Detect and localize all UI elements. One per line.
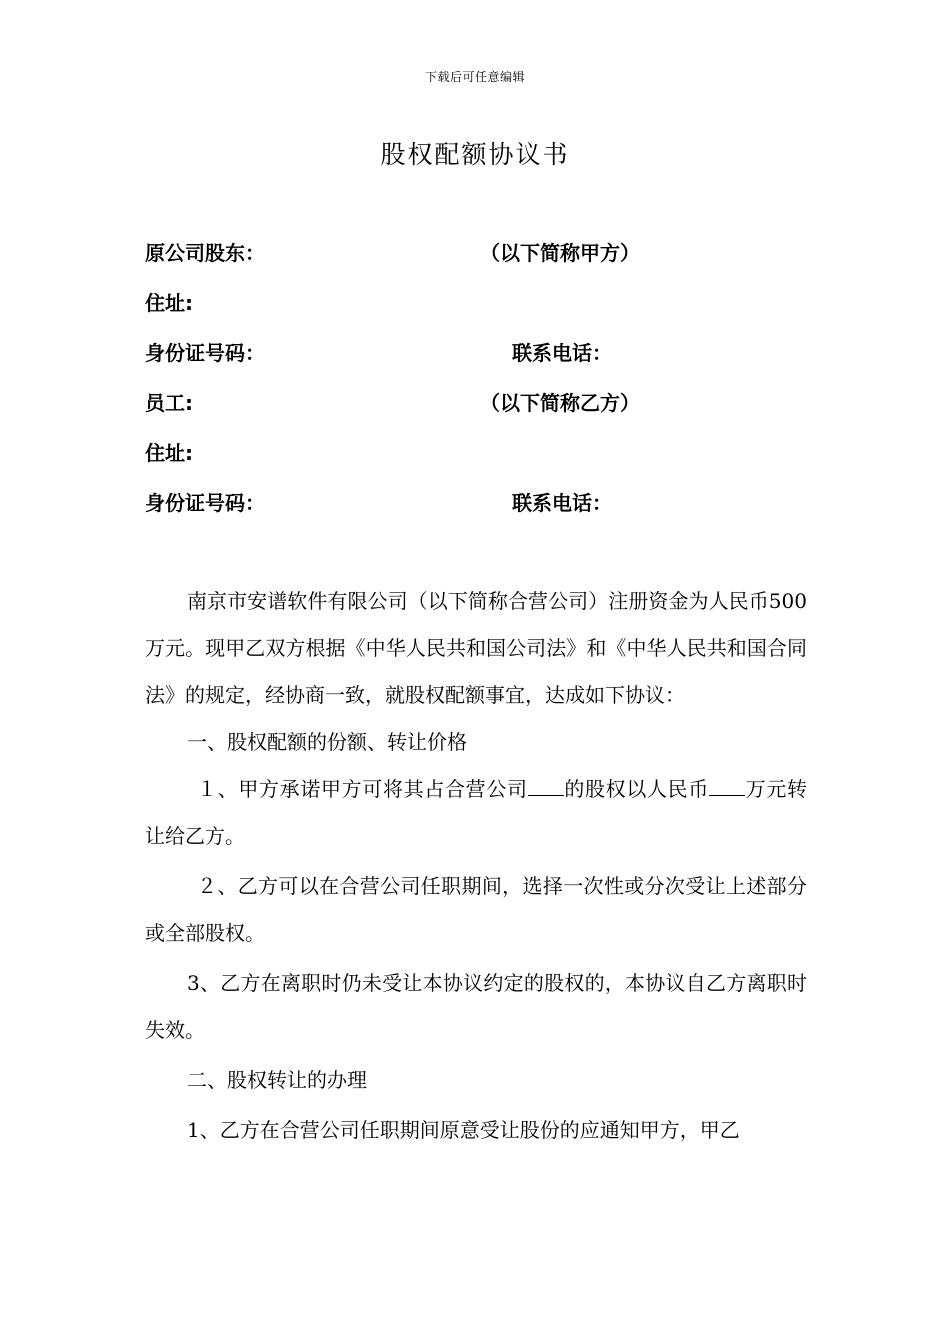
employee-label: 员工: — [145, 391, 193, 415]
shareholder-row — [145, 237, 640, 266]
party-a-id-label: 身份证号码： — [145, 341, 265, 365]
party-b-address-row — [145, 437, 193, 466]
shareholder-label: 原公司股东： — [145, 241, 265, 265]
party-b-address-label: 住址: — [145, 441, 193, 465]
section2-heading: 二、股权转让的办理 — [187, 1068, 367, 1092]
employee-alias: （以下简称乙方） — [480, 391, 640, 415]
shareholder-alias: （以下简称甲方） — [480, 241, 640, 265]
share-percentage-blank — [528, 777, 564, 796]
clause1-text-b: 的股权以人民币 — [563, 777, 710, 801]
section1-clause2: ２、乙方可以在合营公司任职期间，选择一次性或分次受让上述部分或全部股权。 — [145, 874, 807, 945]
intro-paragraph: 南京市安谱软件有限公司（以下简称合营公司）注册资金为人民币500万元。现甲乙双方根据《中华人民共和国公司法》和《中华人民共和国合同法》的规定，经协商一致，就股权配额事宜，达成如下协议： — [145, 589, 807, 707]
clause1-text-c: 万元转让给乙方。 — [145, 777, 808, 848]
employee-row — [145, 387, 640, 416]
party-b-id-label: 身份证号码： — [145, 491, 265, 515]
section1-clause3: 3、乙方在离职时仍未受让本协议约定的股权的，本协议自乙方离职时失效。 — [145, 971, 807, 1042]
price-blank — [709, 777, 745, 796]
party-a-address-row — [145, 287, 193, 316]
header-note: 下载后可任意编辑 — [424, 70, 525, 84]
party-a-phone-label: 联系电话： — [512, 341, 612, 365]
agreement-body — [145, 578, 807, 1154]
section1-clause1 — [145, 766, 807, 860]
party-b-id-row — [145, 487, 612, 516]
party-b-phone-label: 联系电话： — [512, 491, 612, 515]
party-a-address-label: 住址: — [145, 291, 193, 315]
clause1-text-a: １、甲方承诺甲方可将其占合营公司 — [197, 777, 528, 801]
party-a-id-row — [145, 337, 612, 366]
section2-clause1: 1、乙方在合营公司任职期间原意受让股份的应通知甲方，甲乙 — [187, 1118, 740, 1142]
section1-heading: 一、股权配额的份额、转让价格 — [187, 730, 467, 754]
page-title: 股权配额协议书 — [380, 140, 570, 169]
